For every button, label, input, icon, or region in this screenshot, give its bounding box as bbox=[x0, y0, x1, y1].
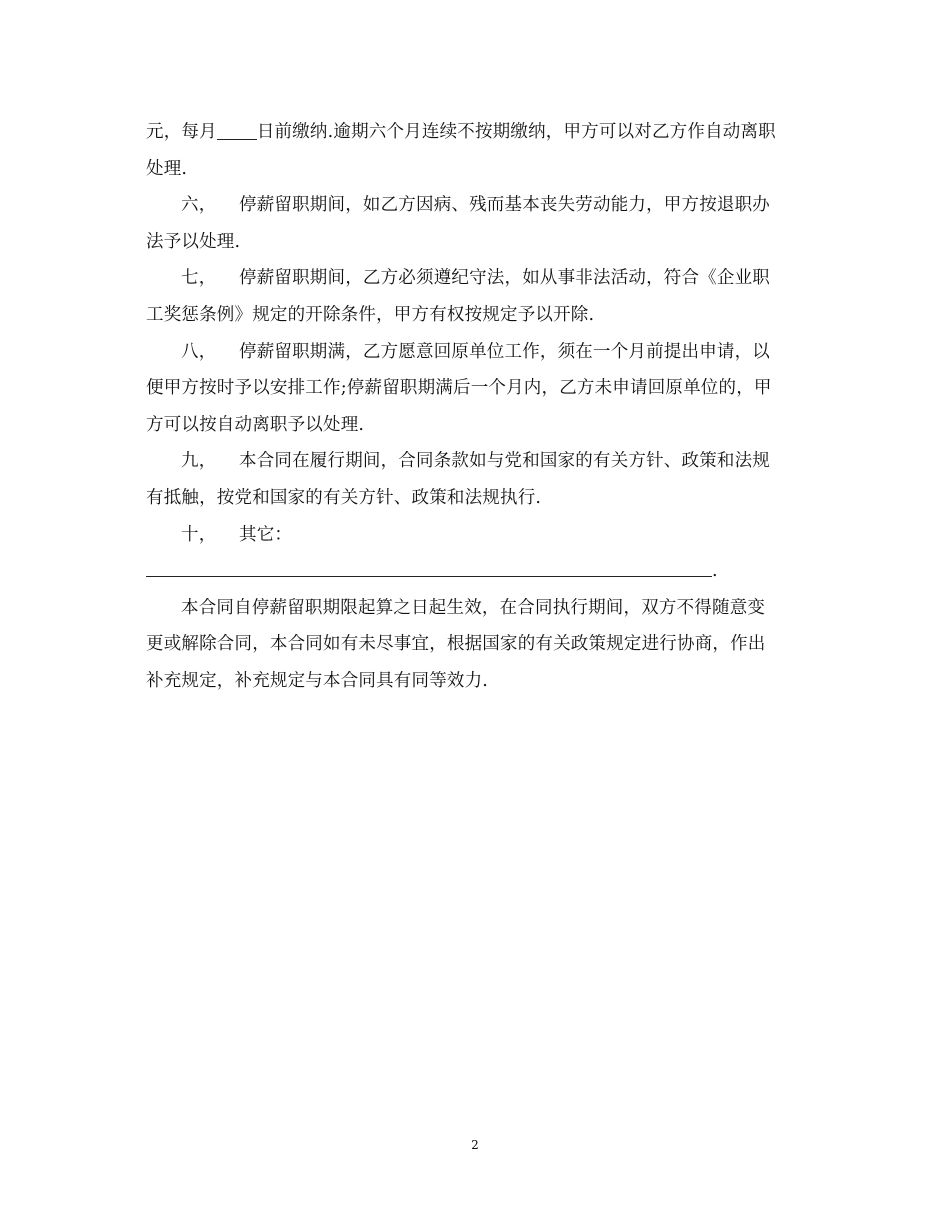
clause-8-line-2: 便甲方按时予以安排工作;停薪留职期满后一个月内，乙方未申请回原单位的，甲 bbox=[146, 378, 772, 399]
fee-text-after-blank: 日前缴纳.逾期六个月连续不按期缴纳，甲方可以对乙方作自动离职 bbox=[256, 122, 776, 142]
closing-line-3: 补充规定，补充规定与本合同具有同等效力. bbox=[146, 670, 489, 691]
clause-9-text-1: 本合同在履行期间，合同条款如与党和国家的有关方针、政策和法规 bbox=[239, 451, 770, 472]
clause-8-line-1 bbox=[146, 334, 806, 371]
day-blank-field bbox=[217, 119, 257, 140]
clause-10-number: 十， bbox=[181, 524, 217, 545]
clause-10-text-1: 其它： bbox=[239, 524, 293, 545]
closing-line-2: 更或解除合同，本合同如有未尽事宜，根据国家的有关政策规定进行协商，作出 bbox=[146, 634, 766, 655]
clause-9-line-1 bbox=[146, 443, 806, 480]
page-number: 2 bbox=[471, 1138, 479, 1152]
clause-7-text-1: 停薪留职期间，乙方必须遵纪守法，如从事非法活动，符合《企业职 bbox=[239, 268, 770, 289]
clause-6-number: 六， bbox=[181, 195, 217, 216]
clause-6-line-2: 法予以处理. bbox=[146, 231, 241, 252]
clause-8-text-1: 停薪留职期满，乙方愿意回原单位工作，须在一个月前提出申请，以 bbox=[239, 341, 770, 362]
blank-line-period: . bbox=[712, 561, 718, 582]
clause-7-line-1 bbox=[146, 260, 806, 297]
clause-10-line-1 bbox=[146, 517, 806, 554]
clause-7-line-2: 工奖惩条例》规定的开除条件，甲方有权按规定予以开除. bbox=[146, 304, 595, 325]
clause-8-line-3: 方可以按自动离职予以处理. bbox=[146, 414, 365, 435]
closing-line-1: 本合同自停薪留职期限起算之日起生效，在合同执行期间，双方不得随意变 bbox=[181, 597, 766, 618]
fee-payment-line-end: 处理. bbox=[146, 158, 188, 179]
other-terms-blank-field bbox=[146, 556, 712, 577]
contract-text bbox=[146, 114, 806, 700]
fee-payment-line bbox=[146, 114, 806, 151]
other-terms-blank-line bbox=[146, 553, 806, 590]
clause-6-line-1 bbox=[146, 187, 806, 224]
clause-9-line-2: 有抵触，按党和国家的有关方针、政策和法规执行. bbox=[146, 487, 542, 508]
clause-7-number: 七， bbox=[181, 268, 217, 289]
clause-6-text-1: 停薪留职期间，如乙方因病、残而基本丧失劳动能力，甲方按退职办 bbox=[239, 195, 770, 216]
fee-text-before-blank: 元，每月 bbox=[146, 122, 217, 142]
clause-9-number: 九， bbox=[181, 451, 217, 472]
clause-8-number: 八， bbox=[181, 341, 217, 362]
